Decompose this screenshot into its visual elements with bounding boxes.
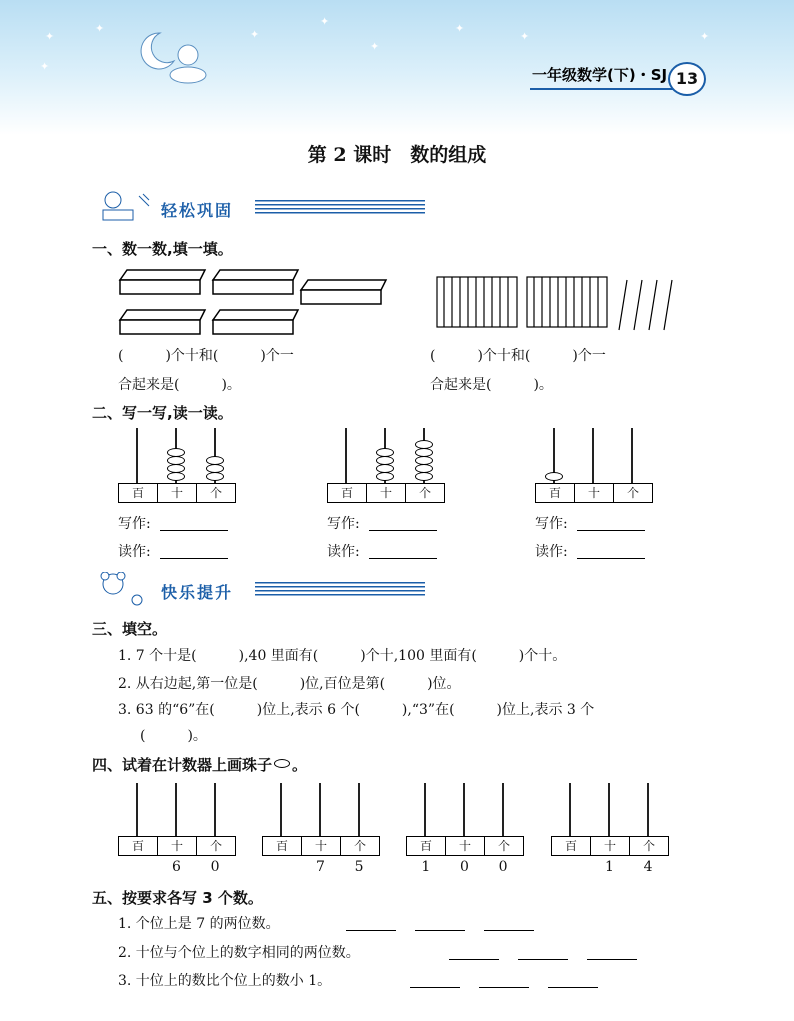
counter-bead <box>167 464 185 473</box>
bear-icon <box>95 572 155 608</box>
q2-heading: 二、写一写,读一读。 <box>92 404 233 422</box>
star-icon: ✦ <box>455 22 465 35</box>
counter-frame <box>406 836 524 856</box>
answer-blank[interactable] <box>518 959 568 960</box>
counter-label-bai: 百 <box>407 837 446 855</box>
target-digit: 0 <box>460 859 469 875</box>
counter-label-shi: 十 <box>591 837 630 855</box>
q2-read-label: 读作: <box>327 544 360 560</box>
q3-item2: 2. 从右边起,第一位是( )位,百位是第( )位。 <box>118 676 461 692</box>
counter-rod <box>647 783 649 836</box>
counter-frame <box>535 483 653 503</box>
counter-label-shi: 十 <box>575 484 614 502</box>
counter-label-bai: 百 <box>328 484 367 502</box>
answer-blank[interactable] <box>415 930 465 931</box>
q1-left-line1: ( )个十和( )个一 <box>118 348 294 364</box>
star-icon: ✦ <box>40 60 50 73</box>
counter-rod <box>280 783 282 836</box>
page-header <box>0 0 794 135</box>
counter-frame <box>551 836 669 856</box>
counter-frame <box>262 836 380 856</box>
q2-write-label: 写作: <box>327 516 360 532</box>
star-icon: ✦ <box>45 30 55 43</box>
counter-rod <box>136 783 138 836</box>
read-blank[interactable] <box>577 558 645 559</box>
counter-rod <box>345 428 347 483</box>
q1-left-line2: 合起来是( )。 <box>118 377 241 393</box>
counter-bead <box>167 472 185 481</box>
counter-rod <box>592 428 594 483</box>
counter-label-shi: 十 <box>302 837 341 855</box>
answer-blank[interactable] <box>449 959 499 960</box>
q1-right-line1: ( )个十和( )个一 <box>430 348 606 364</box>
counter-bead <box>376 448 394 457</box>
counter-label-ge: 个 <box>626 486 639 500</box>
q3-item1: 1. 7 个十是( ),40 里面有( )个十,100 里面有( )个十。 <box>118 648 567 664</box>
counter-rod <box>631 428 633 483</box>
q5-item1: 1. 个位上是 7 的两位数。 <box>118 916 280 932</box>
answer-blank[interactable] <box>346 930 396 931</box>
counter-bead <box>376 456 394 465</box>
counter-bead <box>545 472 563 481</box>
counter-frame <box>118 836 236 856</box>
counter-label-ge: 个 <box>497 839 510 853</box>
bead-icon <box>274 759 290 768</box>
series-label: 一年级数学(下)・SJ <box>532 66 668 84</box>
answer-blank[interactable] <box>410 987 460 988</box>
read-blank[interactable] <box>369 558 437 559</box>
counter-label-shi: 十 <box>158 484 197 502</box>
q3-item3: 3. 63 的“6”在( )位上,表示 6 个( ),“3”在( )位上,表示 3 个 <box>118 702 595 718</box>
counter-label-ge: 个 <box>353 839 366 853</box>
page-number: 13 <box>668 62 706 96</box>
counter-frame <box>327 483 445 503</box>
counter-label-bai: 百 <box>263 837 302 855</box>
counter-rod <box>358 783 360 836</box>
q5-heading: 五、按要求各写 3 个数。 <box>92 889 263 907</box>
banner-consolidate <box>95 190 435 228</box>
target-digit: 6 <box>172 859 181 875</box>
q2-read-label: 读作: <box>118 544 151 560</box>
egg-carton-images <box>115 265 415 337</box>
q4-heading <box>92 754 307 775</box>
counter-bead <box>415 440 433 449</box>
counter-bead <box>167 456 185 465</box>
banner-title: 轻松巩固 <box>161 201 234 220</box>
counter-bead <box>415 472 433 481</box>
counter-bead <box>415 448 433 457</box>
star-icon: ✦ <box>520 30 530 43</box>
answer-blank[interactable] <box>548 987 598 988</box>
moon-icon <box>140 25 210 85</box>
target-digit: 0 <box>498 859 508 875</box>
banner-improve <box>95 572 435 610</box>
counter-rod <box>463 783 465 836</box>
counter-label-shi: 十 <box>446 837 485 855</box>
q1-heading: 一、数一数,填一填。 <box>92 240 233 258</box>
banner-lines <box>255 582 425 598</box>
answer-blank[interactable] <box>587 959 637 960</box>
star-icon: ✦ <box>320 15 330 28</box>
write-blank[interactable] <box>160 530 228 531</box>
star-icon: ✦ <box>700 30 710 43</box>
q4-heading-text: 四、试着在计数器上画珠子 <box>92 756 273 774</box>
counter-label-shi: 十 <box>367 484 406 502</box>
counter-label-ge: 个 <box>642 839 655 853</box>
q3-item3-cont: ( )。 <box>140 728 207 744</box>
counter-frame <box>118 483 236 503</box>
q5-item3: 3. 十位上的数比个位上的数小 1。 <box>118 973 332 989</box>
counter-label-bai: 百 <box>536 484 575 502</box>
target-digit: 1 <box>605 859 614 875</box>
counter-bead <box>167 448 185 457</box>
target-digit: 1 <box>421 859 431 875</box>
counter-rod <box>214 783 216 836</box>
write-blank[interactable] <box>577 530 645 531</box>
counter-label-bai: 百 <box>119 837 158 855</box>
q2-write-label: 写作: <box>118 516 151 532</box>
counter-label-ge: 个 <box>209 839 222 853</box>
target-digit: 5 <box>354 859 364 875</box>
counter-bead <box>206 456 224 465</box>
page-title: 第 2 课时 数的组成 <box>307 144 487 166</box>
header-rule <box>530 88 682 90</box>
counter-rod <box>136 428 138 483</box>
write-blank[interactable] <box>369 530 437 531</box>
pen-bundle-images <box>432 272 692 337</box>
star-icon: ✦ <box>250 28 260 41</box>
target-digit: 4 <box>643 859 653 875</box>
q5-item2: 2. 十位与个位上的数字相同的两位数。 <box>118 945 360 961</box>
q3-heading: 三、填空。 <box>92 620 168 638</box>
counter-rod <box>502 783 504 836</box>
star-icon: ✦ <box>95 22 105 35</box>
counter-bead <box>206 464 224 473</box>
counter-label-bai: 百 <box>119 484 158 502</box>
counter-rod <box>424 783 426 836</box>
target-digit: 0 <box>210 859 220 875</box>
q1-right-line2: 合起来是( )。 <box>430 377 553 393</box>
q4-heading-end: 。 <box>292 756 308 774</box>
answer-blank[interactable] <box>479 987 529 988</box>
counter-rod <box>319 783 321 836</box>
counter-bead <box>376 472 394 481</box>
counter-label-ge: 个 <box>209 486 222 500</box>
counter-label-ge: 个 <box>418 486 431 500</box>
star-icon: ✦ <box>370 40 380 53</box>
q2-read-label: 读作: <box>535 544 568 560</box>
counter-bead <box>415 456 433 465</box>
counter-bead <box>415 464 433 473</box>
counter-rod <box>175 783 177 836</box>
answer-blank[interactable] <box>484 930 534 931</box>
read-blank[interactable] <box>160 558 228 559</box>
counter-rod <box>569 783 571 836</box>
counter-bead <box>206 472 224 481</box>
counter-label-bai: 百 <box>552 837 591 855</box>
q2-write-label: 写作: <box>535 516 568 532</box>
banner-title: 快乐提升 <box>161 583 234 602</box>
mouse-reading-icon <box>95 190 155 226</box>
counter-rod <box>608 783 610 836</box>
counter-bead <box>376 464 394 473</box>
banner-lines <box>255 200 425 216</box>
counter-label-shi: 十 <box>158 837 197 855</box>
target-digit: 7 <box>316 859 325 875</box>
